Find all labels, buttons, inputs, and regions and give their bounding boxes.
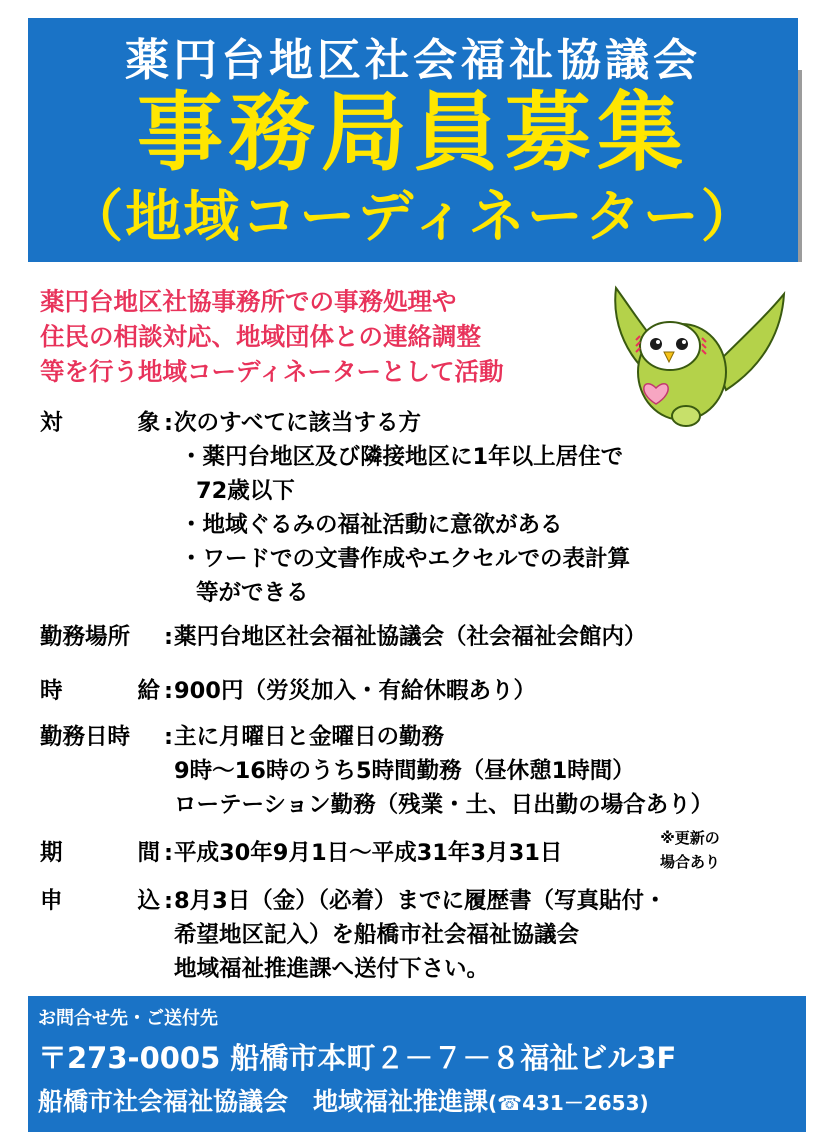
apply-value [174,884,667,986]
target-item: 72歳以下 [196,478,295,504]
apply-line: 地域福祉推進課へ送付下さい。 [174,956,490,982]
schedule-value [174,720,713,822]
header-shadow [798,70,802,262]
schedule-line: 主に月曜日と金曜日の勤務 [174,724,445,750]
schedule-line: ローテーション勤務（残業・土、日出勤の場合あり） [174,792,714,818]
target-item: ・ワードでの文書作成やエクセルでの表計算 [180,546,631,572]
apply-line: 8月3日（金）（必着）までに履歴書（写真貼付・ [174,888,667,914]
target-item: ・地域ぐるみの福祉活動に意欲がある [180,512,563,538]
period-value: 平成30年9月1日～平成31年3月31日 [174,840,563,866]
contact-footer [28,996,806,1132]
period-note: ※更新の 場合あり [660,829,721,871]
contact-address: 〒273-0005 船橋市本町２－７－８福祉ビル3F [38,1041,677,1075]
schedule-line: 9時～16時のうち5時間勤務（昼休憩1時間） [174,758,635,784]
target-label: 対 象 [40,410,160,436]
wage-label: 時 給 [40,678,160,704]
intro-text [40,284,600,389]
contact-org: 船橋市社会福祉協議会 地域福祉推進課(☎431－2653) [38,1087,649,1116]
contact-tel: (☎431－2653) [488,1091,649,1115]
intro-line: 薬円台地区社協事務所での事務処理や [40,287,457,316]
workplace-value: 薬円台地区社会福祉協議会（社会福祉会館内） [174,624,647,650]
wage-value: 900円（労災加入・有給休暇あり） [174,678,536,704]
workplace-label: 勤務場所 [40,624,131,650]
apply-line: 希望地区記入）を船橋市社会福祉協議会 [174,922,580,948]
apply-label: 申 込 [40,888,160,914]
header-org: 薬円台地区社会福祉協議会 [125,35,701,86]
schedule-label: 勤務日時 [40,724,131,750]
target-item: 等ができる [196,580,309,606]
intro-line: 等を行う地域コーディネーターとして活動 [40,357,504,386]
header-title: 事務局員募集 [137,83,689,183]
header-subtitle: （地域コーディネーター） [67,185,759,250]
period-label: 期 間 [40,840,160,866]
owl-mascot-icon [606,280,786,430]
intro-line: 住民の相談対応、地域団体との連絡調整 [40,322,481,351]
contact-label: お問合せ先・ご送付先 [38,1008,218,1029]
target-item: ・薬円台地区及び隣接地区に1年以上居住で [180,444,624,470]
header-banner [28,18,798,262]
target-value: 次のすべてに該当する方 ・薬円台地区及び隣接地区に1年以上居住で 72歳以下 ・地域ぐるみの福祉活動に意欲がある ・ワードでの文書作成やエクセルでの表計算 等ができる [174,406,630,610]
